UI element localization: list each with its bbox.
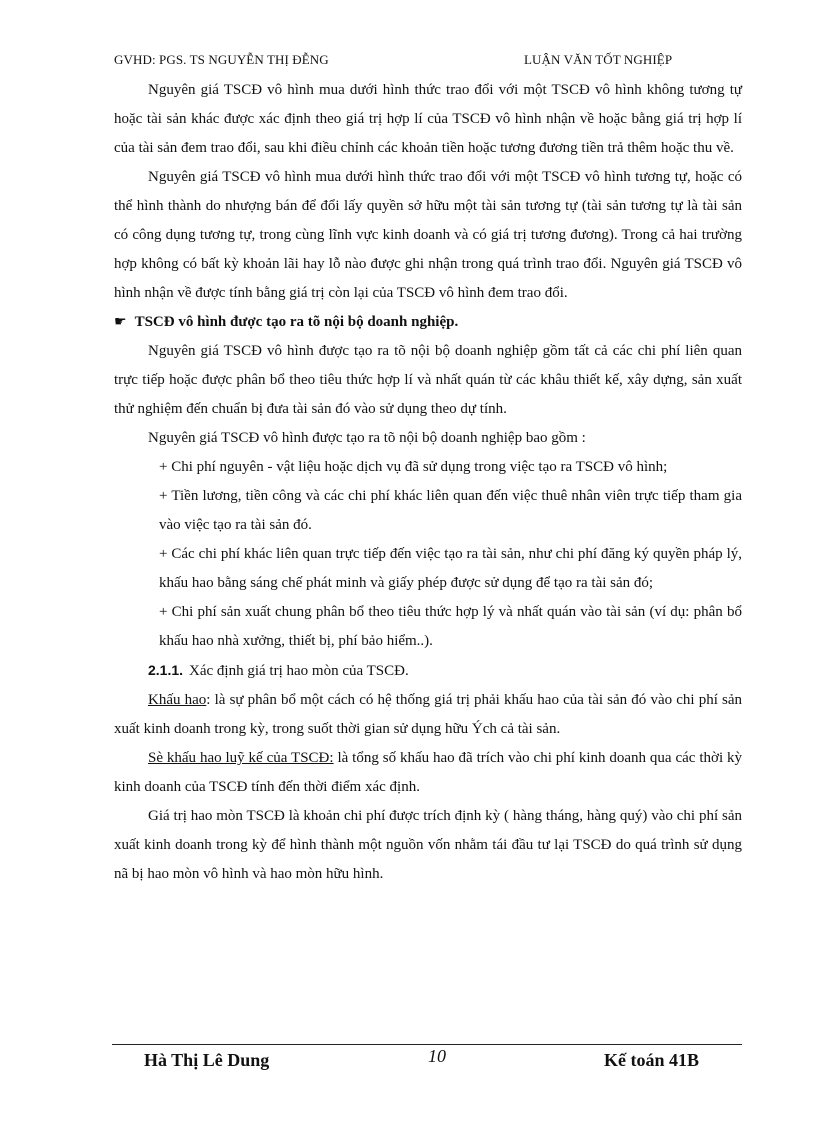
header-thesis-title: LUẬN VĂN TỐT NGHIỆP [524, 52, 673, 67]
paragraph: Giá trị hao mòn TSCĐ là khoản chi phí được trích định kỳ ( hàng tháng, hàng quý) vào chi phí sản xuất kinh doanh trong kỳ để hình thành một nguồn vốn nhằm tái đầu tư lại TSCĐ do quá trình sử dụng nã bị hao mòn vô hình và hao mòn hữu hình. [114, 808, 742, 882]
page-body [114, 76, 742, 889]
list-item: + Chi phí sản xuất chung phân bổ theo tiêu thức hợp lý và nhất quán vào tài sản (ví dụ: phân bổ khấu hao nhà xưởng, thiết bị, phí bảo hiểm..). [159, 604, 742, 649]
header-advisor: GVHD: PGS. TS NGUYỄN THỊ ĐỄNG [114, 52, 329, 67]
paragraph: Nguyên giá TSCĐ vô hình được tạo ra tõ nội bộ doanh nghiệp bao gồm : [148, 430, 586, 446]
section-heading [114, 656, 742, 686]
section-number: 2.1.1. [148, 662, 184, 678]
section-title: Xác định giá trị hao mòn của TSCĐ. [189, 663, 409, 679]
list-item: + Chi phí nguyên - vật liệu hoặc dịch vụ đã sử dụng trong việc tạo ra TSCĐ vô hình; [159, 459, 668, 475]
footer-divider [112, 1044, 742, 1045]
paragraph [114, 686, 742, 744]
subheading-text: TSCĐ vô hình được tạo ra tõ nội bộ doanh nghiệp. [134, 314, 459, 330]
term-khau-hao: Khấu hao [148, 692, 207, 708]
term-luy-ke: Sè khấu hao luỹ kế của TSCĐ: [148, 750, 334, 766]
list-item: + Các chi phí khác liên quan trực tiếp đến việc tạo ra tài sản, như chi phí đăng ký quyền pháp lý, khấu hao bằng sáng chế phát minh và giấy phép được sử dụng để tạo ra tài sản đó; [159, 546, 742, 591]
page-number: 10 [428, 1046, 446, 1066]
paragraph: Nguyên giá TSCĐ vô hình mua dưới hình thức trao đổi với một TSCĐ vô hình tương tự, hoặc có thể hình thành do nhượng bán để đổi lấy quyền sở hữu một tài sản tương tự (tài sản tương tự là tài sản có công dụng tương tự, trong cùng lĩnh vực kinh doanh và có giá trị tương đương). Trong cả hai trường hợp không có bất kỳ khoản lãi hay lỗ nào được ghi nhận trong quá trình trao đổi. Nguyên giá TSCĐ vô hình nhận về được tính bằng giá trị còn lại của TSCĐ vô hình đem trao đổi. [114, 169, 742, 301]
definition-text: : là sự phân bổ một cách có hệ thống giá trị phải khấu hao của tài sản đó vào chi phí sản xuất kinh doanh trong kỳ, trong suốt thời gian sử dụng hữu Ých cả tài sản. [114, 692, 742, 737]
pointing-hand-icon: ☛ [114, 315, 127, 330]
subheading [114, 308, 742, 337]
paragraph: Nguyên giá TSCĐ vô hình mua dưới hình thức trao đổi với một TSCĐ vô hình không tương tự hoặc tài sản khác được xác định theo giá trị hợp lí của TSCĐ vô hình nhận về hoặc bằng giá trị hợp lí của tài sản đem trao đổi, sau khi điều chỉnh các khoản tiền hoặc tương đương tiền trả thêm hoặc thu về. [114, 82, 742, 156]
paragraph: Nguyên giá TSCĐ vô hình được tạo ra tõ nội bộ doanh nghiệp gồm tất cả các chi phí liên quan trực tiếp hoặc được phân bổ theo tiêu thức hợp lí và nhất quán từ các khâu thiết kế, xây dựng, sản xuất thử nghiệm đến chuẩn bị đưa tài sản đó vào sử dụng theo dự tính. [114, 343, 742, 417]
footer-author: Hà Thị Lê Dung [144, 1050, 270, 1070]
footer-class: Kế toán 41B [604, 1050, 700, 1070]
paragraph [114, 744, 742, 802]
definition-text: là tổng số khấu hao đã trích vào chi phí kinh doanh qua các thời kỳ kinh doanh của TSCĐ tính đến thời điểm xác định. [114, 750, 742, 795]
list-item: + Tiền lương, tiền công và các chi phí khác liên quan đến việc thuê nhân viên trực tiếp tham gia vào việc tạo ra tài sản đó. [159, 488, 742, 533]
